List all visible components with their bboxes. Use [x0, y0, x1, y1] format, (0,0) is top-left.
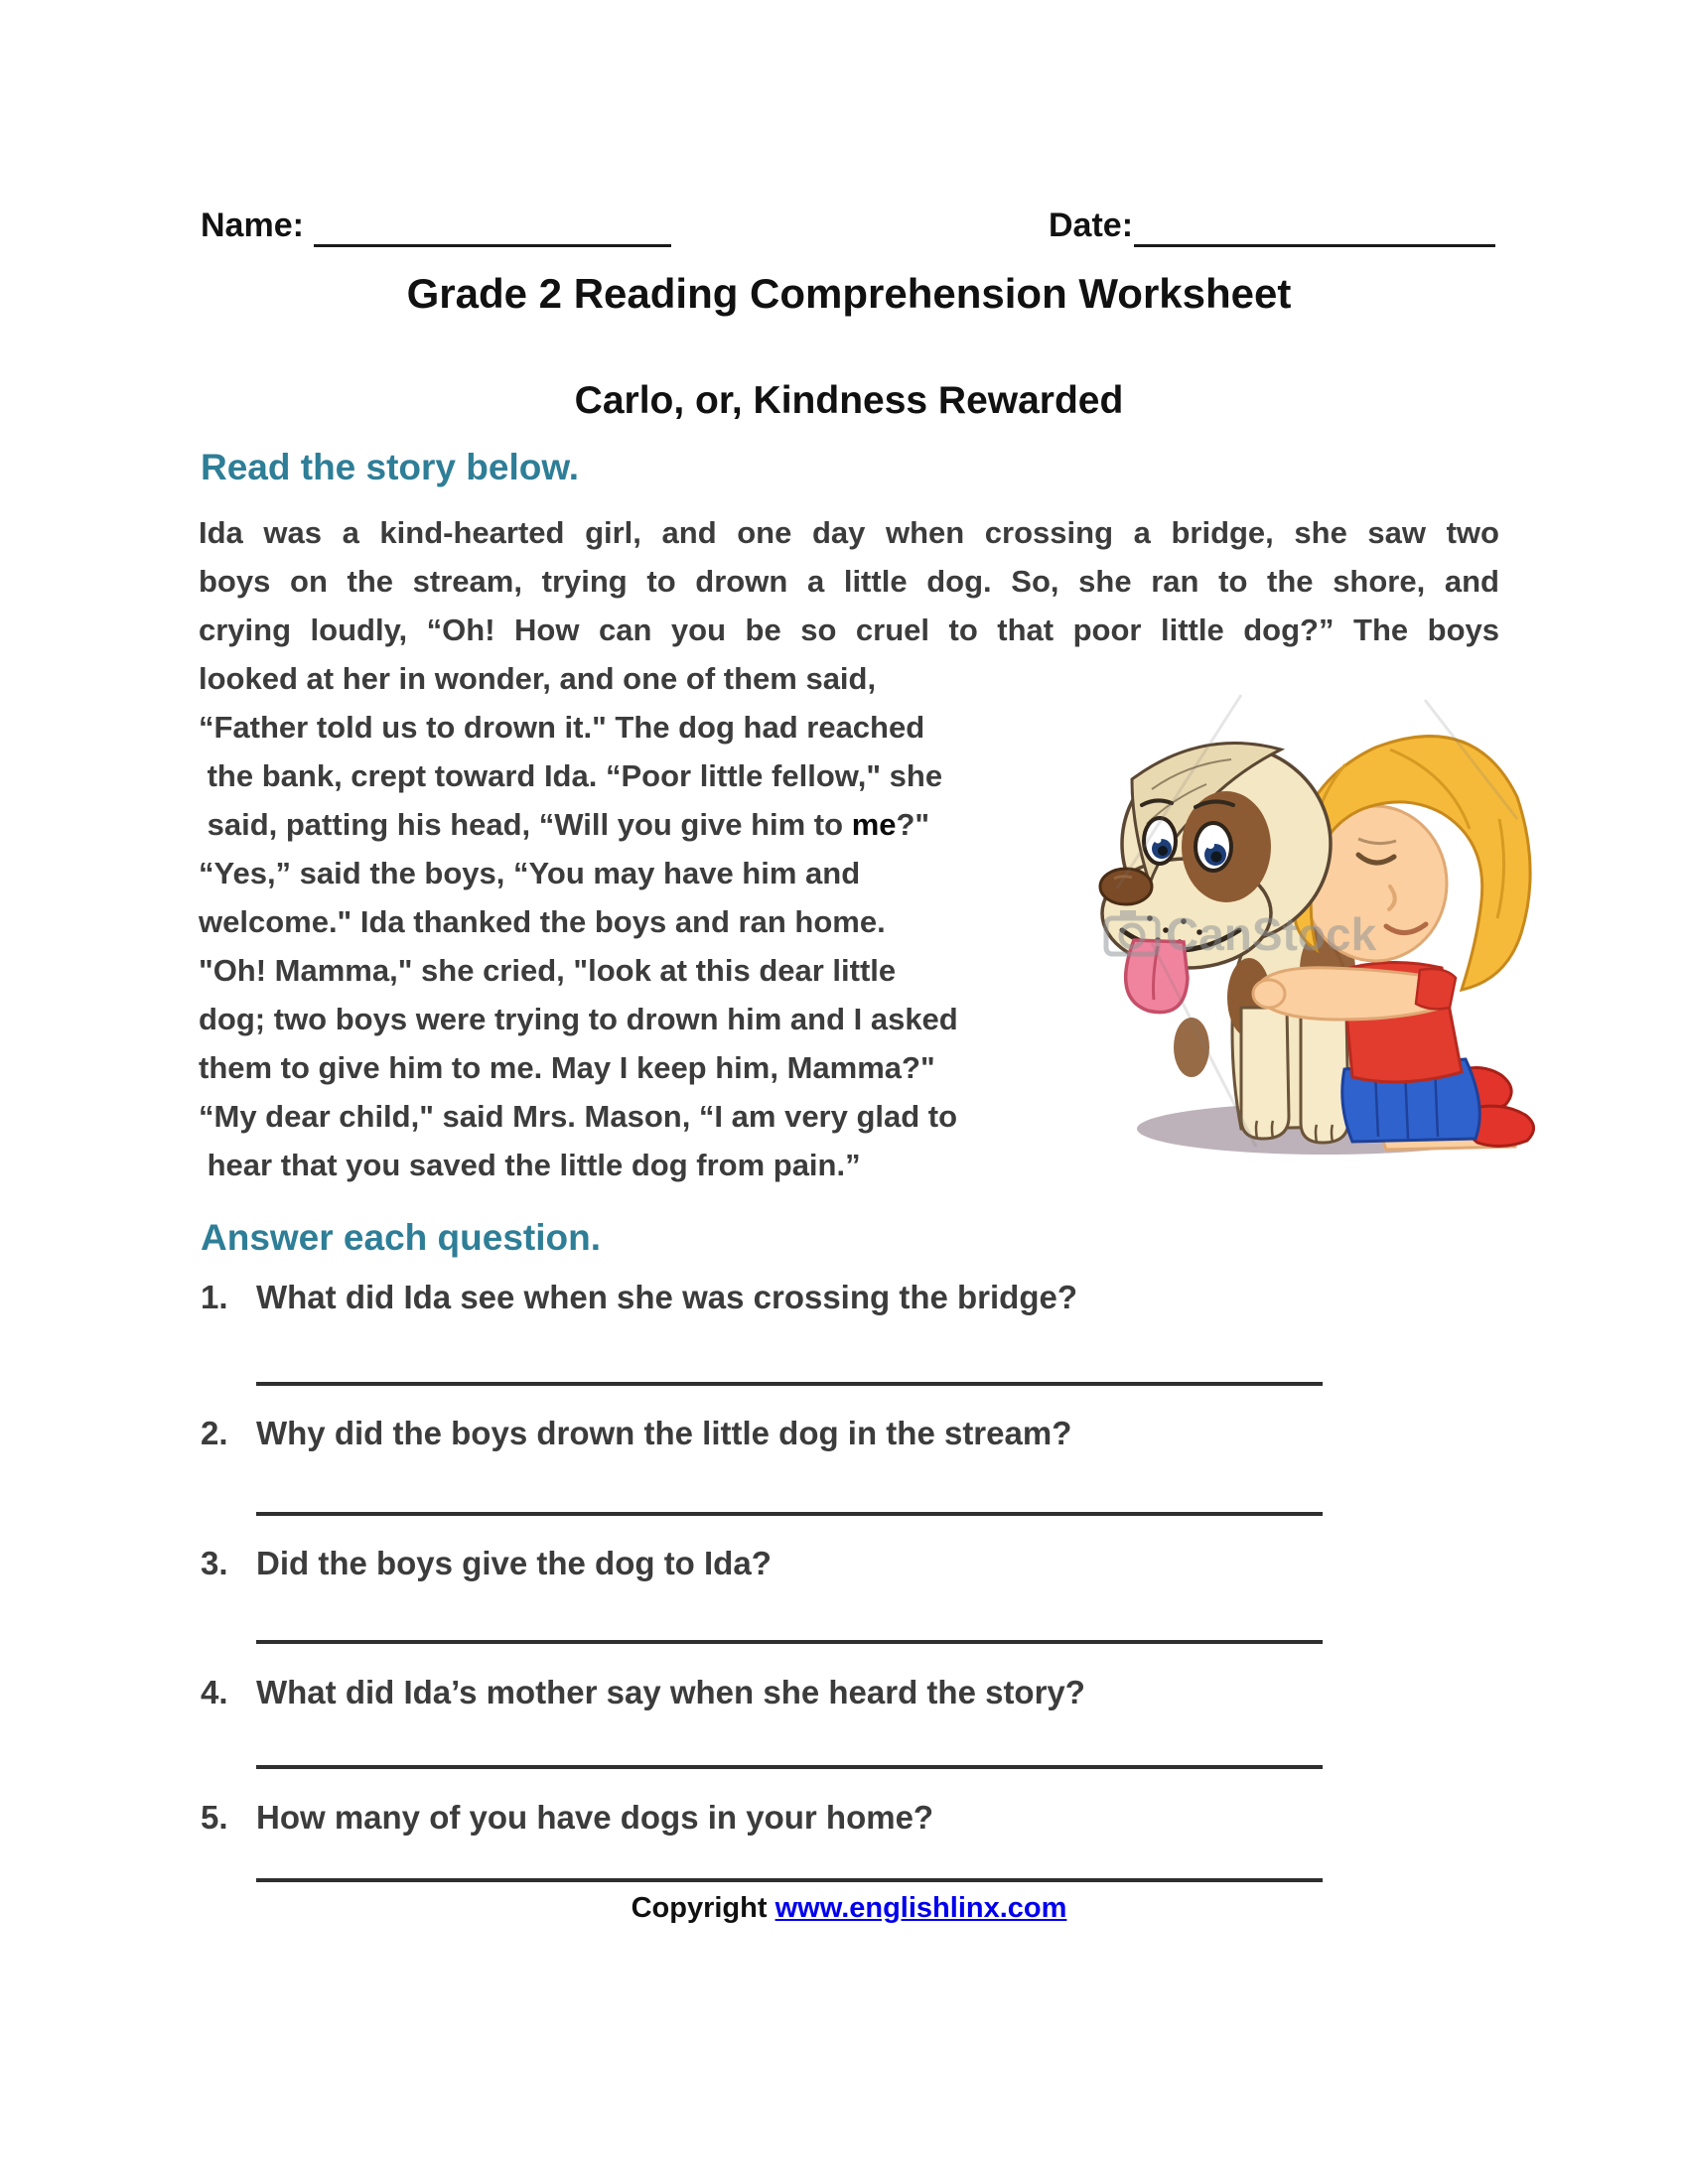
question-text: What did Ida’s mother say when she heard the story?: [256, 1674, 1085, 1710]
read-story-heading: Read the story below.: [201, 447, 580, 487]
story-line: “My dear child," said Mrs. Mason, “I am very glad to: [199, 1099, 958, 1134]
story-line: said, patting his head, “Will you give him to me?": [199, 807, 930, 842]
date-label: Date:: [1049, 206, 1134, 244]
answer-blank-line: [256, 1878, 1323, 1882]
question-number: 4.: [201, 1674, 228, 1710]
story-line: "Oh! Mamma," she cried, "look at this dear little: [199, 953, 897, 988]
question-number: 1.: [201, 1279, 228, 1315]
story-line: them to give him to me. May I keep him, Mamma?": [199, 1050, 935, 1085]
question-number: 3.: [201, 1545, 228, 1581]
question-text: Why did the boys drown the little dog in the stream?: [256, 1415, 1072, 1451]
question-number: 5.: [201, 1799, 228, 1836]
question-number: 2.: [201, 1415, 228, 1451]
story-line: hear that you saved the little dog from pain.”: [199, 1148, 861, 1182]
question-text: How many of you have dogs in your home?: [256, 1799, 934, 1836]
girl-hand: [1253, 980, 1285, 1008]
story-line: looked at her in wonder, and one of them said,: [199, 661, 877, 696]
footer: [199, 1892, 1499, 1925]
story-line: welcome." Ida thanked the boys and ran home.: [199, 904, 886, 939]
story-line: “Father told us to drown it." The dog had reached: [199, 710, 925, 745]
question-text: What did Ida see when she was crossing the bridge?: [256, 1279, 1077, 1315]
question-row: [201, 1545, 1503, 1674]
story-line: the bank, crept toward Ida. “Poor little fellow," she: [199, 758, 943, 793]
question-row: [201, 1674, 1503, 1803]
answer-blank-line: [256, 1640, 1323, 1644]
answer-blank-line: [256, 1382, 1323, 1386]
story-line: boys on the stream, trying to drown a little dog. So, she ran to the shore, and: [199, 564, 1499, 599]
name-label: Name:: [201, 206, 304, 244]
question-row: [201, 1415, 1503, 1544]
story-illustration: [1092, 680, 1539, 1161]
date-blank-line: [1134, 210, 1495, 247]
watermark-text: CanStock: [1166, 908, 1377, 960]
page-title: Grade 2 Reading Comprehension Worksheet: [406, 270, 1292, 317]
story-line: “Yes,” said the boys, “You may have him and: [199, 856, 861, 890]
answer-blank-line: [256, 1512, 1323, 1516]
copyright-link[interactable]: www.englishlinx.com: [774, 1892, 1067, 1924]
question-text: Did the boys give the dog to Ida?: [256, 1545, 772, 1581]
name-blank-line: [314, 210, 671, 247]
girl-hugging-dog-image: [1092, 680, 1539, 1161]
story-line: Ida was a kind-hearted girl, and one day when crossing a bridge, she saw two: [199, 515, 1499, 550]
answer-blank-line: [256, 1765, 1323, 1769]
story-line: dog; two boys were trying to drown him and I asked: [199, 1002, 958, 1036]
answer-questions-heading: Answer each question.: [201, 1217, 601, 1258]
copyright-label: Copyright: [631, 1892, 768, 1924]
story-title: Carlo, or, Kindness Rewarded: [574, 379, 1124, 422]
story-line: crying loudly, “Oh! How can you be so cruel to that poor little dog?” The boys: [199, 613, 1499, 647]
question-row: [201, 1279, 1503, 1408]
